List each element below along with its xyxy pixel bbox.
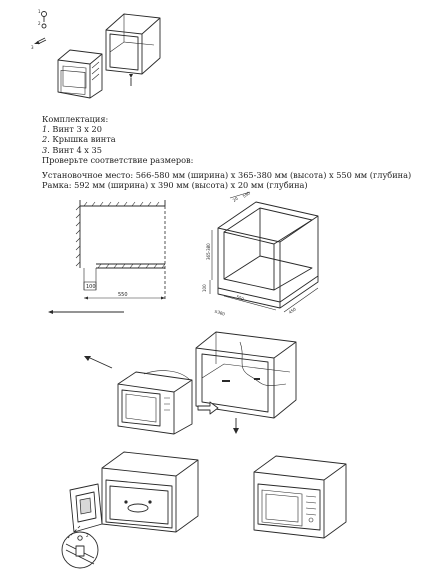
check-heading: Проверьте соответствие размеров: — [42, 154, 194, 165]
dim-bottom: 100 — [202, 284, 207, 292]
dim-height: 365-380 — [206, 243, 211, 260]
dim-front: ≤380 — [213, 308, 226, 317]
installed-result-illustration — [240, 446, 360, 556]
side-section-drawing — [0, 190, 200, 320]
microwave-drawing — [58, 50, 102, 98]
dim-depth: 550 — [118, 292, 128, 298]
frame-dimensions: Рамка: 592 мм (ширина) x 390 мм (высота) x 20 мм (глубина) — [42, 180, 308, 191]
niche-isometric-drawing — [190, 190, 340, 320]
installation-dimensions: Установочное место: 566-580 мм (ширина) x 365-380 мм (высота) x 550 мм (глубина) — [42, 170, 412, 181]
kit-item: 1. Винт 3 x 20 — [42, 124, 102, 135]
kit-heading: Комплектация: — [42, 114, 109, 124]
microwave-drawing — [118, 371, 192, 434]
dim-depth: 550 — [235, 294, 245, 302]
callout-3: 3 — [31, 45, 34, 50]
callout-2: 2 — [38, 21, 41, 26]
callout-1: 1 — [38, 9, 41, 14]
dim-width: 450 — [287, 306, 297, 315]
dim-top2: 590 — [241, 190, 251, 199]
door-screw-illustration — [50, 446, 220, 570]
callout-2: 2 — [86, 533, 89, 538]
kit-item: 2. Крышка винта — [42, 134, 116, 145]
cabinet-drawing — [106, 14, 160, 74]
screw-icon — [34, 12, 47, 45]
insertion-illustration — [60, 328, 320, 438]
kit-item: 3. Винт 4 x 35 — [42, 144, 102, 155]
top-assembly-illustration — [0, 0, 423, 110]
specifications-text — [42, 114, 412, 190]
dim-top: 20 — [231, 195, 239, 203]
dim-offset: 100 — [86, 284, 96, 290]
